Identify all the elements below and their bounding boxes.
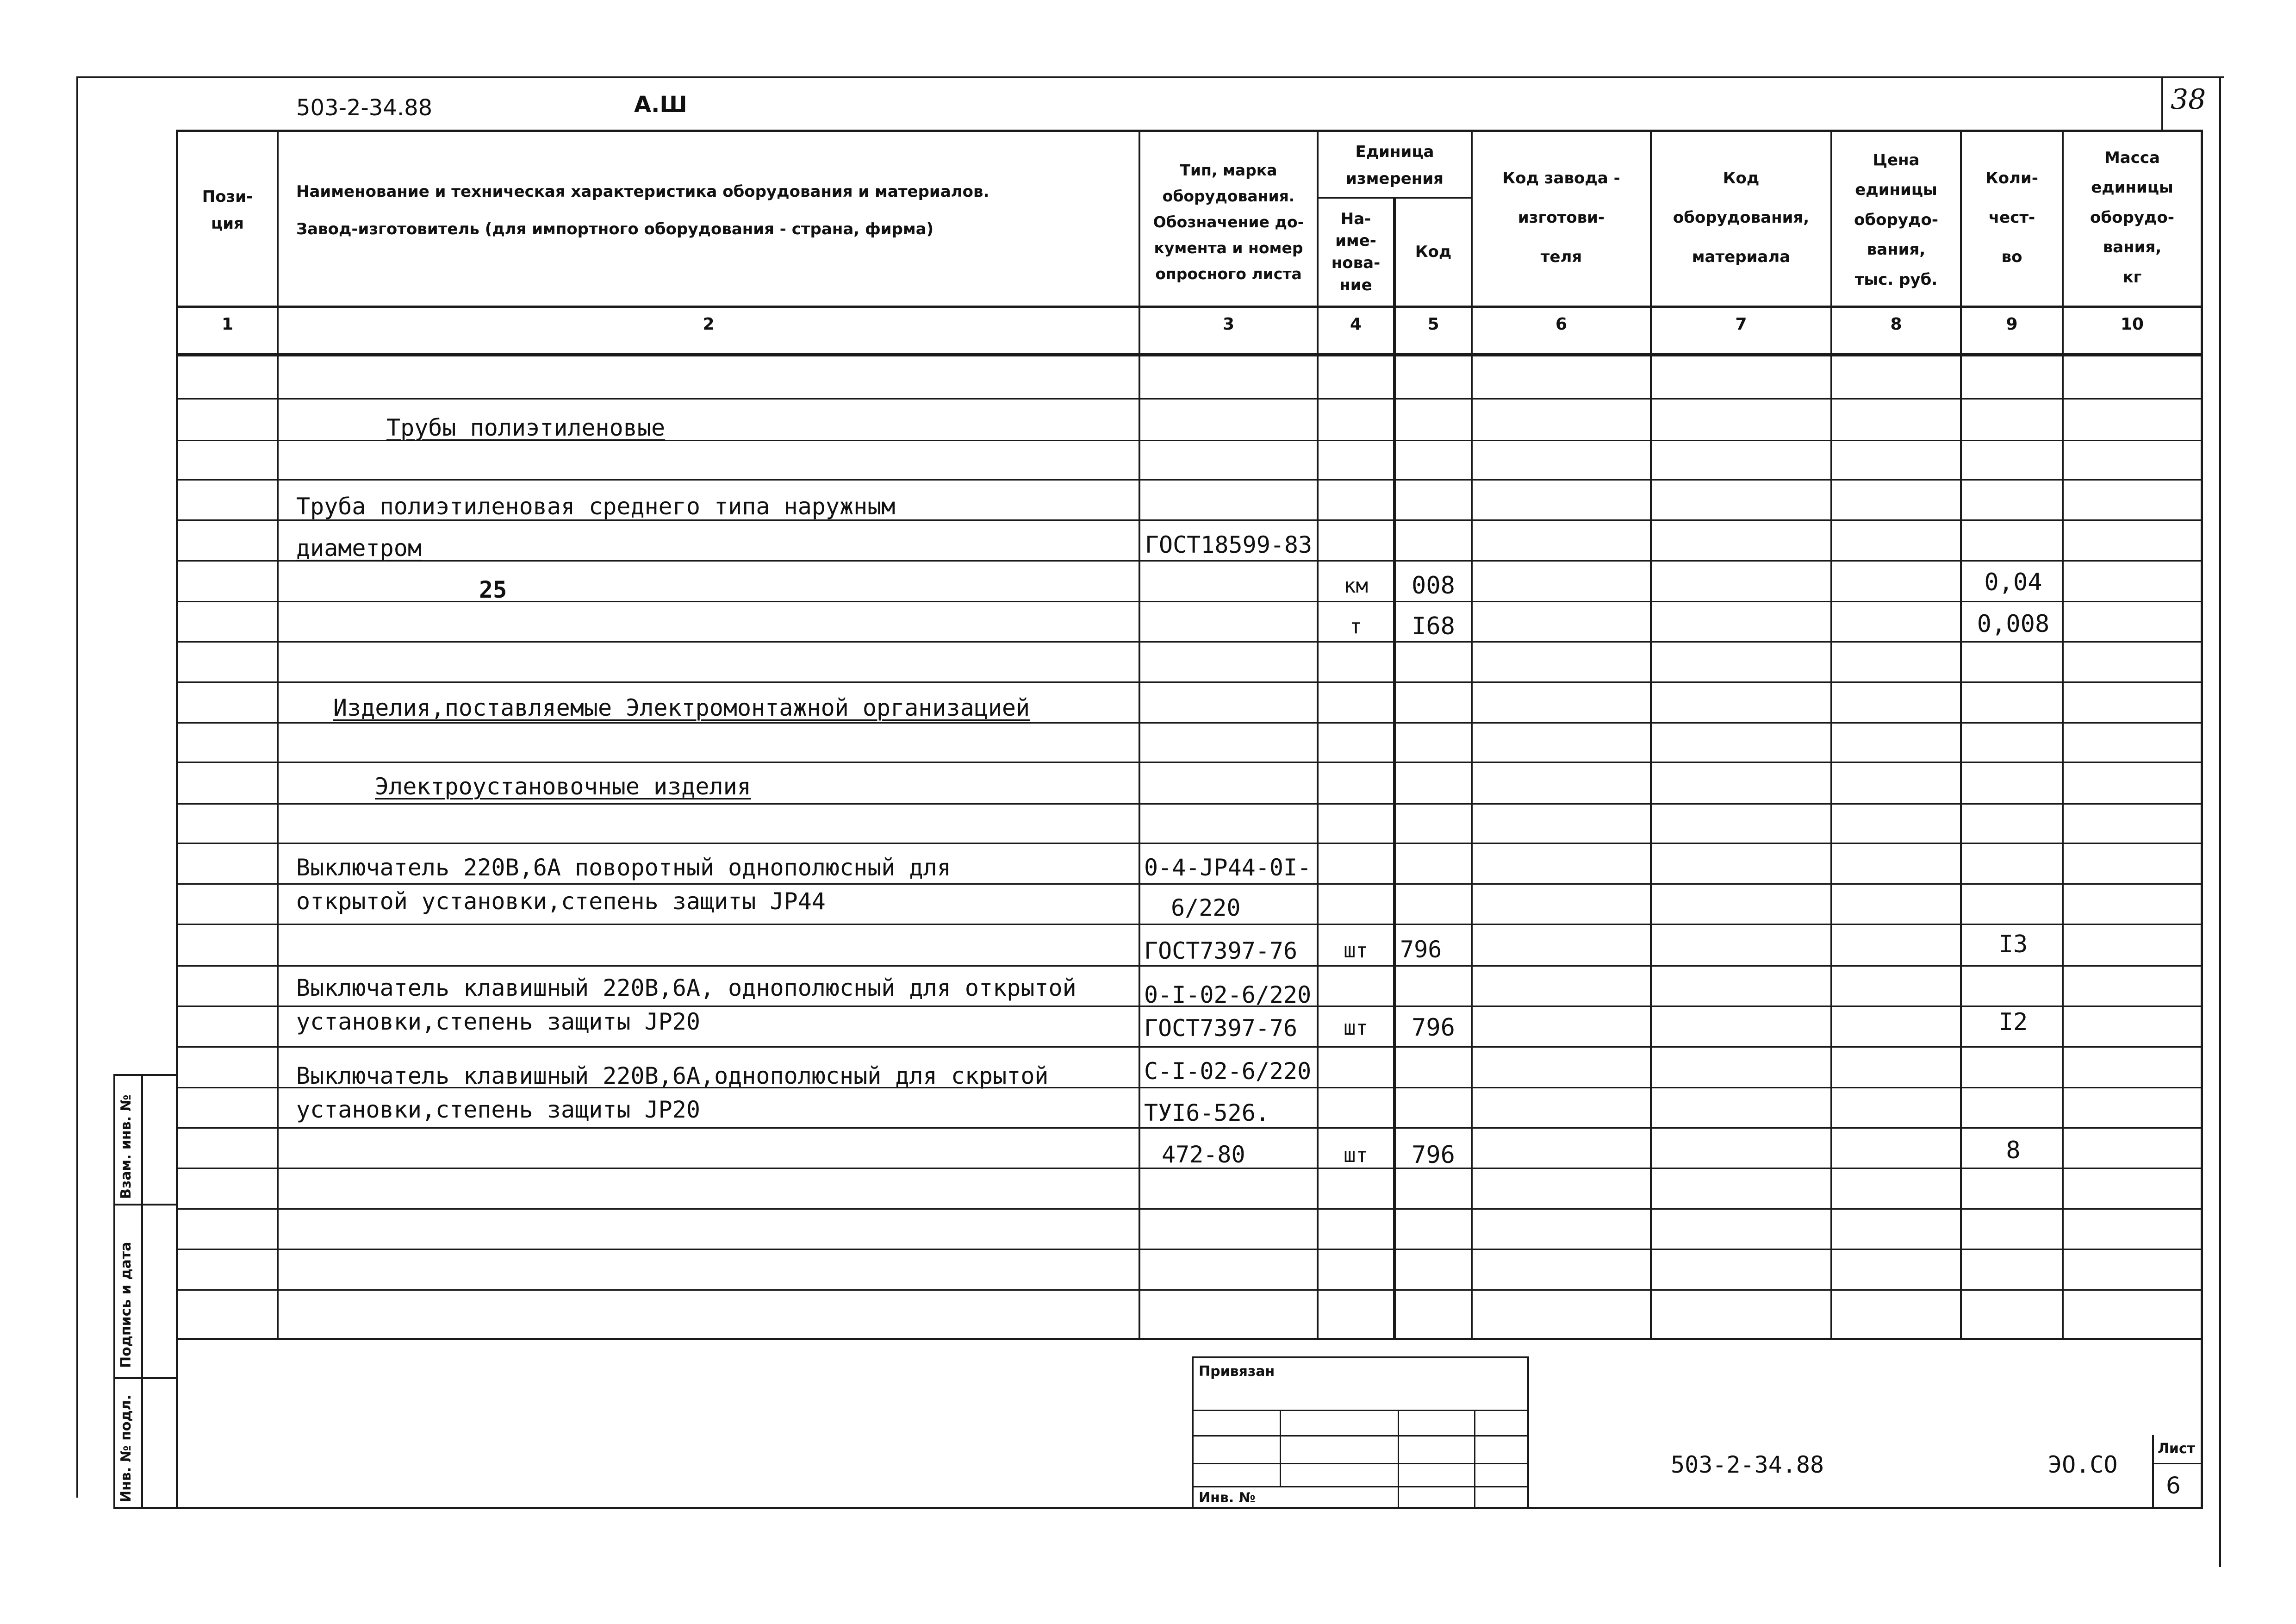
stamp-top bbox=[1192, 1356, 1529, 1358]
col-divider-5 bbox=[1471, 130, 1473, 1338]
table-left-border bbox=[176, 130, 178, 1509]
row-line bbox=[176, 843, 2203, 844]
header-type: Тип, марка оборудования. Обозначение до- кумента и номер опросного листа bbox=[1153, 161, 1304, 283]
switch1-gost: ГОСТ7397-76 bbox=[1144, 937, 1298, 964]
stamp-sheet-label: Лист bbox=[2158, 1441, 2196, 1457]
stamp-inv-no: Инв. № bbox=[1199, 1490, 1256, 1506]
margin-outer-line bbox=[113, 1074, 115, 1509]
switch3-tu-line2: 472-80 bbox=[1162, 1141, 1245, 1168]
numbers-bottom-line bbox=[176, 353, 2203, 356]
switch2-type: 0-I-02-6/220 bbox=[1144, 981, 1312, 1008]
row-line bbox=[176, 1289, 2203, 1291]
switch1-unit: шт bbox=[1344, 939, 1368, 962]
stamp-document-code: 503-2-34.88 bbox=[1671, 1451, 1824, 1478]
margin-label-inv-podl: Инв. № подл. bbox=[118, 1394, 134, 1502]
stamp-row bbox=[1192, 1486, 1529, 1487]
pipe-gost: ГОСТ18599-83 bbox=[1145, 531, 1313, 558]
row-line bbox=[176, 965, 2203, 967]
pipe-unit-t: т bbox=[1350, 615, 1362, 638]
header-equipment-code: Код оборудования, материала bbox=[1673, 169, 1810, 266]
switch1-code: 796 bbox=[1400, 936, 1442, 963]
table-body-bottom bbox=[176, 1338, 2203, 1340]
header-unit-name: На- име- нова- ние bbox=[1331, 209, 1381, 294]
row-line bbox=[176, 1127, 2203, 1129]
stamp-col bbox=[1280, 1410, 1281, 1486]
stamp-row bbox=[1192, 1410, 1529, 1411]
column-number: 7 bbox=[1735, 315, 1747, 334]
col-divider-6 bbox=[1650, 130, 1652, 1338]
switch1-line2: открытой установки,степень защиты ЈР44 bbox=[296, 888, 826, 915]
pipe-description-line2: диаметром bbox=[296, 535, 422, 562]
row-line bbox=[176, 722, 2203, 724]
header-unit-code: Код bbox=[1415, 243, 1452, 262]
margin-row bbox=[113, 1074, 176, 1076]
section-title-electro-org: Изделия,поставляемые Электромонтажной организацией bbox=[333, 694, 1030, 721]
row-line bbox=[176, 883, 2203, 885]
switch2-qty: I2 bbox=[1998, 1008, 2028, 1036]
row-line bbox=[176, 398, 2203, 400]
section-title-electro-items: Электроустановочные изделия bbox=[375, 773, 751, 800]
column-number: 3 bbox=[1222, 315, 1235, 334]
col-divider-8 bbox=[1960, 130, 1962, 1338]
pipe-qty-km: 0,04 bbox=[1984, 568, 2042, 596]
switch1-type-line1: 0-4-ЈР44-0I- bbox=[1144, 854, 1312, 881]
switch2-code: 796 bbox=[1412, 1014, 1455, 1042]
header-factory-code: Код завода - изготови- теля bbox=[1502, 169, 1620, 266]
unit-subheader-line bbox=[1319, 197, 1471, 199]
row-line bbox=[176, 560, 2203, 562]
stamp-row bbox=[1192, 1463, 1529, 1464]
switch3-type: С-I-02-6/220 bbox=[1144, 1058, 1312, 1085]
col-divider-1 bbox=[277, 130, 279, 1338]
table-top-border bbox=[176, 130, 2203, 132]
header-unit-group: Единица измерения bbox=[1346, 142, 1444, 188]
column-number: 5 bbox=[1427, 315, 1439, 334]
page-corner-divider bbox=[2161, 76, 2163, 130]
switch3-line2: установки,степень защиты ЈР20 bbox=[296, 1096, 700, 1123]
row-line bbox=[176, 479, 2203, 481]
row-line bbox=[176, 762, 2203, 763]
column-number: 8 bbox=[1890, 315, 1902, 334]
pipe-qty-t: 0,008 bbox=[1977, 610, 2050, 638]
stamp-sheet-number: 6 bbox=[2166, 1472, 2181, 1499]
row-line bbox=[176, 1249, 2203, 1250]
stamp-col bbox=[1474, 1410, 1475, 1509]
document-series-top: А.Ш bbox=[634, 92, 687, 118]
pipe-code-km: 008 bbox=[1412, 572, 1455, 600]
switch2-unit: шт bbox=[1344, 1016, 1368, 1040]
header-price: Цена единицы оборудо- вания, тыс. руб. bbox=[1854, 150, 1938, 289]
stamp-row bbox=[1192, 1435, 1529, 1437]
switch2-line1: Выключатель клавишный 220В,6А, однополюсный для открытой bbox=[296, 974, 1076, 1001]
column-number: 1 bbox=[221, 315, 234, 334]
margin-label-podpis: Подпись и дата bbox=[118, 1242, 134, 1368]
margin-row bbox=[113, 1507, 176, 1509]
frame-top bbox=[76, 76, 2224, 78]
column-number: 6 bbox=[1555, 315, 1568, 334]
col-divider-7 bbox=[1830, 130, 1832, 1338]
stamp-sheet-left bbox=[2152, 1435, 2154, 1509]
header-quantity: Коли- чест- во bbox=[1985, 169, 2038, 266]
row-line bbox=[176, 1208, 2203, 1210]
column-number: 10 bbox=[2120, 315, 2144, 334]
stamp-section-code: ЭО.СО bbox=[2048, 1451, 2118, 1478]
switch1-qty: I3 bbox=[1998, 931, 2028, 958]
pipe-unit-km: км bbox=[1344, 574, 1368, 598]
col-divider-9 bbox=[2062, 130, 2064, 1338]
switch2-gost: ГОСТ7397-76 bbox=[1144, 1015, 1298, 1042]
page-corner-number: 38 bbox=[2171, 83, 2206, 116]
column-number: 9 bbox=[2006, 315, 2018, 334]
margin-label-vzam: Взам. инв. № bbox=[118, 1094, 134, 1199]
pipe-code-t: I68 bbox=[1412, 612, 1455, 640]
column-number: 2 bbox=[703, 315, 715, 334]
col-divider-2 bbox=[1139, 130, 1140, 1338]
stamp-sheet-divider bbox=[2152, 1463, 2203, 1464]
header-bottom-line bbox=[176, 306, 2203, 308]
header-name: Наименование и техническая характеристика оборудования и материалов. Завод-изготовитель (для импортного оборудования - страна, фирма) bbox=[296, 182, 989, 239]
frame-right bbox=[2219, 76, 2221, 1567]
switch1-line1: Выключатель 220В,6А поворотный однополюсный для bbox=[296, 854, 951, 881]
frame-left-outer bbox=[76, 76, 78, 1498]
stamp-bottom-line bbox=[176, 1507, 2203, 1509]
pipe-diameter: 25 bbox=[479, 576, 507, 603]
header-position: Пози- ция bbox=[202, 187, 253, 233]
stamp-col bbox=[1398, 1410, 1399, 1509]
stamp-privyazan: Привязан bbox=[1199, 1363, 1275, 1380]
header-mass: Масса единицы оборудо- вания, кг bbox=[2090, 148, 2174, 287]
section-title-pipes: Трубы полиэтиленовые bbox=[386, 414, 666, 441]
row-line bbox=[176, 641, 2203, 643]
column-number: 4 bbox=[1350, 315, 1362, 334]
margin-row bbox=[113, 1204, 176, 1206]
switch3-qty: 8 bbox=[2006, 1137, 2021, 1164]
row-line bbox=[176, 1046, 2203, 1048]
switch3-tu-line1: ТУI6-526. bbox=[1144, 1099, 1269, 1126]
row-line bbox=[176, 803, 2203, 805]
switch2-line2: установки,степень защиты ЈР20 bbox=[296, 1008, 700, 1035]
switch3-unit: шт bbox=[1344, 1143, 1368, 1167]
switch1-type-line2: 6/220 bbox=[1171, 894, 1241, 921]
document-code-top: 503-2-34.88 bbox=[296, 95, 433, 121]
switch3-line1: Выключатель клавишный 220В,6А,однополюсный для скрытой bbox=[296, 1062, 1049, 1089]
margin-inner-line bbox=[141, 1074, 143, 1509]
switch3-code: 796 bbox=[1412, 1141, 1455, 1169]
pipe-description-line1: Труба полиэтиленовая среднего типа наружным bbox=[296, 493, 896, 520]
table-right-border bbox=[2201, 130, 2203, 1509]
row-line bbox=[176, 681, 2203, 683]
margin-row bbox=[113, 1377, 176, 1379]
row-line bbox=[176, 924, 2203, 925]
